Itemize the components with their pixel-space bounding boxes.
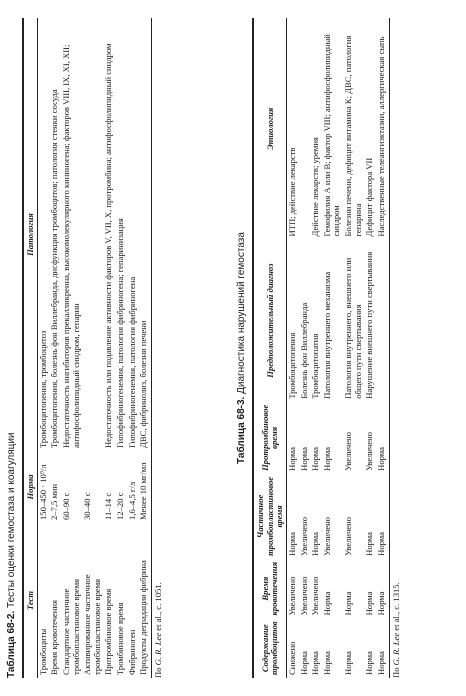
- table1-cell-test: Тромбоциты: [37, 628, 48, 675]
- table2-row: [310, 18, 322, 678]
- table1-cell-test: Время кровотечения: [49, 600, 60, 675]
- table1-row: [82, 18, 103, 678]
- table2-source-prefix: По: [391, 667, 401, 678]
- table1-cell-norm: 60–90 с: [60, 492, 71, 520]
- table2-cell-etiology: Болезни печени, дефицит витамина К; ДВС, патология гепарина: [343, 35, 363, 237]
- table1-row: [115, 18, 127, 678]
- table2-cell-ptt: Норма: [310, 532, 321, 556]
- table2-cell-platelets: Норма: [310, 651, 321, 675]
- table1-cell-norm: 2–7,5 мин: [49, 483, 60, 520]
- table2-cell-etiology: Действие лекарств; уремия: [310, 137, 321, 237]
- table2-caption: [236, 18, 247, 678]
- table1-source-rest: et al., с. 1051.: [153, 582, 163, 631]
- table1-cell-test: Тромбиновое время: [115, 602, 125, 675]
- table1-caption: [6, 432, 17, 678]
- table1-cell-norm: 150–450 · 10⁹/л: [37, 464, 48, 520]
- table2-cell-pt: Норма: [321, 447, 332, 471]
- table2-row: [376, 18, 388, 678]
- table2-row: [286, 18, 298, 678]
- table2-cell-platelets: Норма: [321, 651, 332, 675]
- table1-cell-test: Активированное частичное тромбопластиновое время: [82, 574, 102, 675]
- table2-cell-ptt: Увеличено: [343, 517, 353, 556]
- table2-header-diagnosis: Предположительный диагноз: [264, 263, 275, 378]
- table1-bottom-rule: [151, 18, 152, 678]
- table2-top-rule: [252, 18, 254, 678]
- table2-cell-pt: Норма: [286, 447, 297, 471]
- table2-header-bleeding: Время кровотечения: [259, 561, 280, 616]
- table2-cell-ptt: Увеличено: [298, 517, 309, 556]
- table2-cell-platelets: Норма: [375, 651, 386, 675]
- table2-caption-label: Таблица 68-3.: [236, 396, 247, 464]
- table1-cell-test: Продукты деградации фибрина: [138, 560, 149, 675]
- table1-cell-test: Фибриноген: [126, 629, 137, 675]
- table1-row: [103, 18, 115, 678]
- table2-cell-diagnosis: Тромбоцитопатия: [310, 333, 321, 399]
- table1-cell-norm: Менее 10 мг/мл: [138, 462, 149, 520]
- table2-source: [391, 582, 401, 678]
- table1-cell-pathology: Гипофибриногенемия, патология фибриногена: [126, 276, 137, 448]
- table2-cell-pt: Увеличено: [343, 432, 353, 471]
- table2-header-pt: Протромбиновое время: [259, 404, 280, 471]
- table1-cell-pathology: Недостаточность ингибиторов прекалликреина, высокомолекулярного кининогена; факторов VIII, IX, XI, XII; антифосфолипидный синдром, гепарин: [60, 44, 81, 448]
- table2-cell-pt: Норма: [375, 447, 386, 471]
- table1-source-prefix: По: [153, 667, 163, 678]
- table1: [25, 18, 150, 678]
- table1-row: [127, 18, 139, 678]
- table2-caption-text: Диагностика нарушений гемостаза: [236, 232, 247, 394]
- table2-cell-bleeding: Увеличено: [298, 576, 309, 616]
- table2-cell-bleeding: Норма: [375, 591, 386, 616]
- table2-cell-diagnosis: Патология внутреннего механизма: [321, 271, 332, 399]
- table2-cell-ptt: Увеличено: [321, 517, 332, 556]
- table2-row: [322, 18, 343, 678]
- table2-cell-platelets: Норма: [364, 651, 375, 675]
- table1-caption-label: Таблица 68-2.: [6, 610, 17, 678]
- table2-cell-diagnosis: Нарушение внешнего пути свертывания: [364, 251, 375, 399]
- table1-row: [138, 18, 150, 678]
- table2-row: [343, 18, 364, 678]
- table2: [255, 18, 388, 678]
- table2-cell-platelets: Норма: [343, 651, 353, 675]
- table1-caption-text: Тесты оценки гемостаза и коагуляции: [6, 432, 17, 608]
- table1-row: [37, 18, 49, 678]
- table1-cell-pathology: Недостаточность или подавление активности факторов V, VII, X, протромбина; антифосфолипидный синдром: [103, 43, 114, 448]
- table2-cell-ptt: Норма: [286, 532, 297, 556]
- table2-source-author: G. R. Lee: [391, 632, 401, 666]
- table2-cell-diagnosis: Тромбоцитопения: [286, 332, 297, 399]
- table2-cell-etiology: Наследственные телеангиэктазии, аллергическая сыпь: [375, 36, 386, 237]
- table1-source: [153, 582, 163, 678]
- table1-cell-pathology: ДВС, фибринолиз, болезни печени: [138, 320, 149, 448]
- table2-cell-platelets: Снижено: [286, 641, 297, 675]
- table2-cell-bleeding: Норма: [364, 591, 375, 616]
- table1-cell-norm: 11–14 с: [103, 492, 114, 520]
- table1-row: [61, 18, 82, 678]
- table2-row: [299, 18, 311, 678]
- table2-cell-ptt: Норма: [375, 532, 386, 556]
- table2-cell-bleeding: Увеличено: [310, 576, 321, 616]
- table2-cell-pt: Норма: [310, 447, 321, 471]
- table1-header-test: Тест: [25, 590, 35, 611]
- table2-cell-etiology: [299, 18, 311, 240]
- table1-cell-test: Протромбиновое время: [103, 588, 114, 675]
- table1-top-rule: [22, 18, 24, 678]
- table2-cell-etiology: Дефицит фактора VII: [364, 157, 375, 237]
- table1-cell-norm: 30–40 с: [82, 492, 93, 520]
- table2-bottom-rule: [389, 18, 390, 678]
- table1-header-pathology: Патология: [25, 213, 35, 256]
- table2-cell-diagnosis: [376, 240, 388, 402]
- table1-cell-pathology: Гипофибриногенемия, патология фибриногена; гепаринизация: [115, 218, 125, 448]
- table2-cell-bleeding: Норма: [343, 591, 353, 616]
- table1-cell-norm: 1,6–4,5 г/л: [126, 481, 137, 520]
- table1-cell-norm: 12–20 с: [115, 492, 125, 520]
- table2-row: [364, 18, 376, 678]
- table2-cell-ptt: Норма: [364, 532, 375, 556]
- table2-header-etiology: Этиология: [264, 107, 275, 150]
- table2-cell-pt: Увеличено: [364, 432, 375, 471]
- table2-cell-diagnosis: Патология внутреннего, внешнего или общего пути свертывания: [343, 257, 363, 399]
- table1-cell-pathology: Тромбоцитопения, болезнь фон Виллебранда, дисфункция тромбоцитов; патология стенки сосуда: [49, 89, 60, 448]
- table2-source-rest: et al., с. 1315.: [391, 582, 401, 631]
- table1-cell-pathology: [82, 18, 103, 451]
- table1-cell-test: Стандартное частичное тромбопластиновое время: [60, 578, 81, 675]
- table2-cell-diagnosis: Болезнь фон Виллебранда: [298, 302, 309, 399]
- table2-cell-etiology: ИТП; действие лекарств: [286, 147, 297, 237]
- table2-header-platelets: Содержание тромбоцитов: [259, 621, 280, 675]
- table2-cell-pt: Норма: [298, 447, 309, 471]
- table1-row: [49, 18, 61, 678]
- table2-cell-etiology: Гемофилия А или В; фактор VIII; антифосфолипидный синдром: [321, 34, 342, 237]
- table1-cell-pathology: Тромбоцитопения, тромбоцитоз: [37, 330, 48, 448]
- table2-cell-bleeding: Норма: [321, 591, 332, 616]
- table1-header-norm: Норма: [25, 474, 35, 500]
- table2-header-ptt: Частичное тромбопластиновое время: [255, 476, 285, 556]
- table1-source-author: G. R. Lee: [153, 632, 163, 666]
- table2-cell-platelets: Норма: [298, 651, 309, 675]
- table2-cell-bleeding: Увеличено: [286, 576, 297, 616]
